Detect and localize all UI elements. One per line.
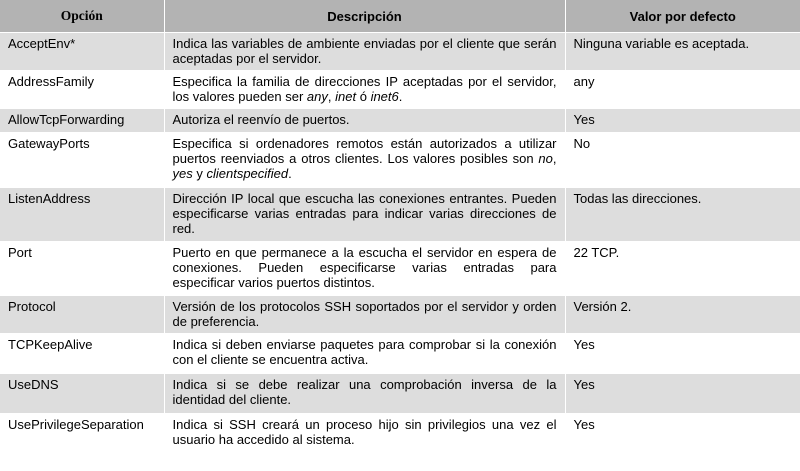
table-body — [0, 33, 800, 452]
description-text: Puerto en que permanece a la escucha el servidor en espera de conexiones. Pueden especificarse varias entradas para especificar varios puertos distintos. — [172, 245, 557, 290]
description-cell — [164, 133, 565, 188]
default-value-cell: Yes — [565, 414, 800, 452]
description-cell — [164, 33, 565, 71]
table-header-row — [0, 0, 800, 33]
default-value-cell: Versión 2. — [565, 296, 800, 334]
description-cell — [164, 242, 565, 296]
option-cell: ListenAddress — [0, 188, 164, 242]
description-text: ó — [356, 89, 371, 104]
description-text: y — [192, 166, 207, 181]
description-text: . — [288, 166, 292, 181]
description-text: Especifica la familia de direcciones IP aceptadas por el servidor, los valores pueden ser — [172, 74, 557, 104]
option-cell: TCPKeepAlive — [0, 334, 164, 374]
default-value-cell: Yes — [565, 374, 800, 414]
table-row — [0, 109, 800, 133]
table-row — [0, 188, 800, 242]
option-cell: UsePrivilegeSeparation — [0, 414, 164, 452]
description-text: , — [552, 151, 557, 166]
default-value-cell: No — [565, 133, 800, 188]
table-row — [0, 133, 800, 188]
description-value-term: inet — [335, 89, 357, 104]
table-row — [0, 414, 800, 452]
description-text: . — [398, 89, 403, 104]
option-cell: Port — [0, 242, 164, 296]
default-value-cell: Ninguna variable es aceptada. — [565, 33, 800, 71]
default-value-cell: 22 TCP. — [565, 242, 800, 296]
description-cell — [164, 414, 565, 452]
table-row — [0, 71, 800, 109]
default-value-cell: Yes — [565, 334, 800, 374]
description-text: Indica si se debe realizar una comprobación inversa de la identidad del cliente. — [172, 377, 557, 407]
description-text: Versión de los protocolos SSH soportados por el servidor y orden de preferencia. — [172, 299, 557, 329]
option-cell: AcceptEnv* — [0, 33, 164, 71]
header-option: Opción — [0, 0, 164, 33]
description-cell — [164, 71, 565, 109]
option-cell: AllowTcpForwarding — [0, 109, 164, 133]
description-cell — [164, 188, 565, 242]
description-text: Indica si SSH creará un proceso hijo sin privilegios una vez el usuario ha accedido al sistema. — [172, 417, 557, 447]
default-value-cell: Yes — [565, 109, 800, 133]
description-cell — [164, 334, 565, 374]
description-cell — [164, 109, 565, 133]
description-text: Especifica si ordenadores remotos están autorizados a utilizar puertos reenviados a otros clientes. Los valores posibles son — [172, 136, 557, 166]
description-value-term: no — [538, 151, 553, 166]
description-value-term: any — [306, 89, 328, 104]
description-value-term: clientspecified — [206, 166, 289, 181]
default-value-cell: Todas las direcciones. — [565, 188, 800, 242]
option-cell: GatewayPorts — [0, 133, 164, 188]
description-text: , — [327, 89, 336, 104]
table-row — [0, 296, 800, 334]
description-text: Indica si deben enviarse paquetes para comprobar si la conexión con el cliente se encuentra activa. — [172, 337, 557, 367]
description-text: Indica las variables de ambiente enviadas por el cliente que serán aceptadas por el servidor. — [172, 36, 557, 66]
default-value-cell: any — [565, 71, 800, 109]
description-text: Dirección IP local que escucha las conexiones entrantes. Pueden especificarse varias entradas para indicar varias direcciones de red. — [172, 191, 557, 236]
description-cell — [164, 374, 565, 414]
header-default: Valor por defecto — [565, 0, 800, 33]
description-value-term: inet6 — [370, 89, 399, 104]
table-row — [0, 33, 800, 71]
table-row — [0, 374, 800, 414]
option-cell: AddressFamily — [0, 71, 164, 109]
option-cell: UseDNS — [0, 374, 164, 414]
table-row — [0, 334, 800, 374]
description-value-term: yes — [172, 166, 193, 181]
description-cell — [164, 296, 565, 334]
table-row — [0, 242, 800, 296]
header-description: Descripción — [164, 0, 565, 33]
option-cell: Protocol — [0, 296, 164, 334]
description-text: Autoriza el reenvío de puertos. — [172, 112, 350, 127]
